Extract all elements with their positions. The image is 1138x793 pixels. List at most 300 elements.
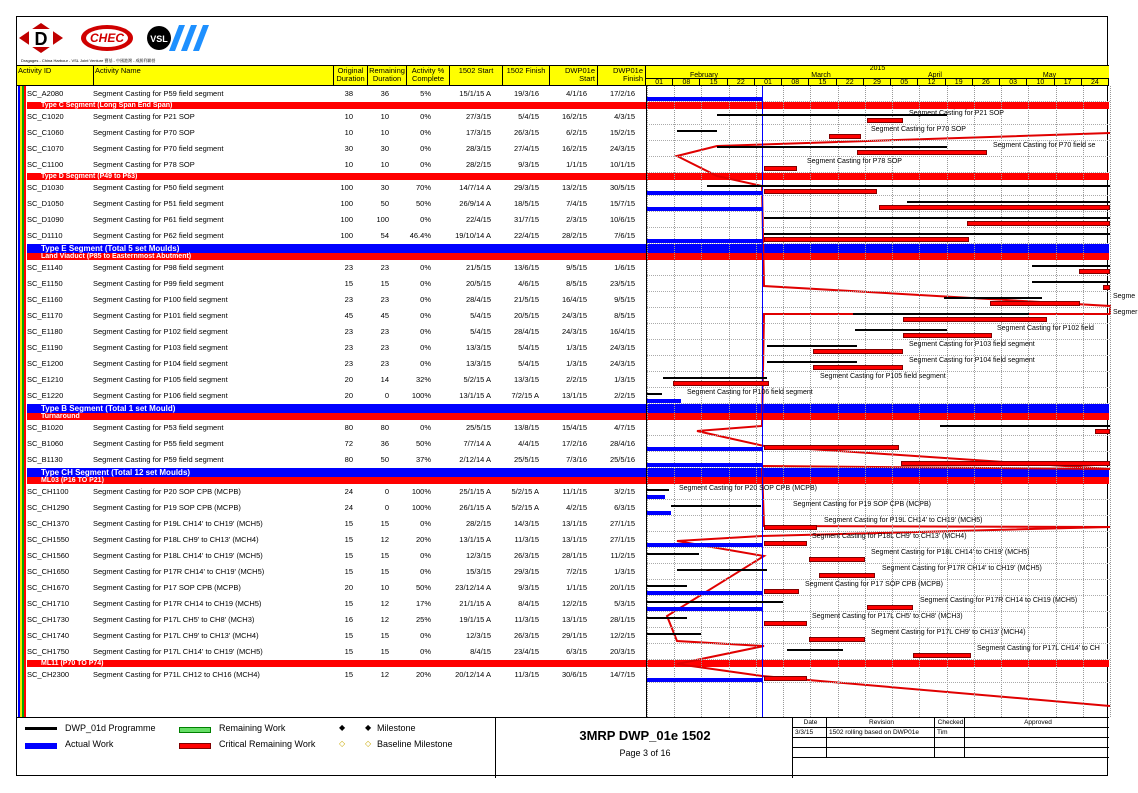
critical-work-bar[interactable] <box>903 333 992 338</box>
activity-id: SC_E1200 <box>27 359 64 368</box>
table-row[interactable] <box>27 260 646 276</box>
legend-critical: Critical Remaining Work <box>219 739 316 749</box>
critical-work-bar[interactable] <box>764 621 807 626</box>
programme-bar[interactable] <box>717 146 947 148</box>
dwp-start: 30/6/15 <box>561 670 587 679</box>
programme-bar[interactable] <box>707 185 1110 187</box>
programme-bar[interactable] <box>647 489 669 491</box>
dwp-finish: 16/4/15 <box>609 327 635 336</box>
original-duration: 20 <box>344 391 353 400</box>
bar-label: Segment Casting for P70 field se <box>993 142 1096 149</box>
finish-date: 9/3/15 <box>518 160 539 169</box>
dwp-finish: 15/2/15 <box>609 128 635 137</box>
programme-bar[interactable] <box>647 585 687 587</box>
programme-bar[interactable] <box>940 425 1110 427</box>
dragages-logo <box>19 23 63 53</box>
bar-label: Segment Casting for P17 SOP CPB (MCPB) <box>805 581 943 588</box>
table-row[interactable] <box>27 86 646 102</box>
milestone-icon-2: ◆ <box>365 723 372 732</box>
remaining-duration: 23 <box>380 327 389 336</box>
legend-remaining: Remaining Work <box>219 723 286 733</box>
activity-name: Segment Casting for P53 field segment <box>93 423 224 432</box>
timescale-day: 05 <box>891 79 918 86</box>
actual-work-bar[interactable] <box>647 543 762 547</box>
remaining-duration: 12 <box>380 670 389 679</box>
table-row[interactable] <box>27 420 646 436</box>
column-header-row <box>17 65 1109 86</box>
percent-complete: 0% <box>420 519 431 528</box>
table-row[interactable] <box>27 580 646 596</box>
dwp-start: 2/2/15 <box>566 375 587 384</box>
critical-work-bar[interactable] <box>764 237 969 242</box>
col-original-duration[interactable]: Original Duration <box>334 66 368 85</box>
dwp-start: 28/2/15 <box>561 231 587 240</box>
original-duration: 15 <box>344 535 353 544</box>
activity-name: Segment Casting for P17L CH14' to CH19' (MCH5) <box>93 647 263 656</box>
programme-bar[interactable] <box>767 345 857 347</box>
table-row[interactable] <box>27 372 646 388</box>
percent-complete: 0% <box>420 295 431 304</box>
finish-date: 13/8/15 <box>513 423 539 432</box>
finish-date: 29/3/15 <box>513 567 539 576</box>
remaining-duration: 10 <box>380 128 389 137</box>
activity-name: Segment Casting for P61 field segment <box>93 215 224 224</box>
dwp-finish: 7/6/15 <box>614 231 635 240</box>
programme-bar[interactable] <box>677 130 717 132</box>
bar-label: Segment Casting for P103 field segment <box>909 341 1035 348</box>
bar-label: Segmer <box>1113 309 1138 316</box>
table-row[interactable] <box>27 667 646 683</box>
title-block <box>495 718 793 778</box>
finish-date: 5/2/15 A <box>511 503 539 512</box>
critical-work-bar[interactable] <box>764 445 899 450</box>
table-row[interactable] <box>27 532 646 548</box>
dwp-start: 7/2/15 <box>566 567 587 576</box>
dwp-finish: 30/5/15 <box>609 183 635 192</box>
original-duration: 15 <box>344 631 353 640</box>
col-remaining-duration[interactable]: Remaining Duration <box>368 66 407 85</box>
remaining-duration: 12 <box>380 615 389 624</box>
activity-id: SC_CH1290 <box>27 503 70 512</box>
original-duration: 30 <box>344 144 353 153</box>
activity-id: SC_E1190 <box>27 343 63 352</box>
rev-header-checked: Checked <box>935 718 965 728</box>
table-row[interactable] <box>27 644 646 660</box>
wbs-band[interactable]: Turnaround <box>27 413 1109 420</box>
critical-work-bar[interactable] <box>813 349 903 354</box>
remaining-duration: 12 <box>380 599 389 608</box>
actual-work-bar[interactable] <box>647 511 671 515</box>
col-finish[interactable]: 1502 Finish <box>503 66 550 85</box>
critical-work-bar[interactable] <box>867 118 903 123</box>
programme-bar[interactable] <box>944 297 1042 299</box>
start-date: 7/7/14 A <box>463 439 491 448</box>
programme-bar[interactable] <box>787 649 843 651</box>
dwp-finish: 24/3/15 <box>609 359 635 368</box>
dwp-start: 6/2/15 <box>566 128 587 137</box>
activity-name: Segment Casting for P105 field segment <box>93 375 228 384</box>
actual-work-bar[interactable] <box>647 463 762 467</box>
critical-work-bar[interactable] <box>967 221 1110 226</box>
dwp-start: 1/3/15 <box>566 343 587 352</box>
programme-bar[interactable] <box>1032 281 1110 283</box>
activity-name: Segment Casting for P17L CH9' to CH13' (MCH4) <box>93 631 259 640</box>
start-date: 21/1/15 A <box>459 599 491 608</box>
start-date: 20/5/15 <box>465 279 491 288</box>
table-row[interactable] <box>27 141 646 157</box>
critical-work-bar[interactable] <box>764 166 797 171</box>
activity-name: Segment Casting for P17L CH5' to CH8' (MCH3) <box>93 615 255 624</box>
table-row[interactable] <box>27 196 646 212</box>
activity-name: Segment Casting for P106 field segment <box>93 391 228 400</box>
critical-work-bar[interactable] <box>819 573 875 578</box>
remaining-duration: 0 <box>384 391 389 400</box>
dwp-finish: 24/3/15 <box>609 144 635 153</box>
start-date: 13/3/15 <box>465 343 491 352</box>
percent-complete: 50% <box>415 199 431 208</box>
percent-complete: 37% <box>415 455 431 464</box>
critical-work-bar[interactable] <box>813 365 903 370</box>
percent-complete: 0% <box>420 631 431 640</box>
critical-work-bar[interactable] <box>764 589 799 594</box>
percent-complete: 0% <box>420 423 431 432</box>
critical-work-bar[interactable] <box>913 653 971 658</box>
programme-bar[interactable] <box>855 329 947 331</box>
activity-name: Segment Casting for P17 SOP CPB (MCPB) <box>93 583 241 592</box>
percent-complete: 0% <box>420 128 431 137</box>
percent-complete: 32% <box>415 375 431 384</box>
remaining-duration: 23 <box>380 295 389 304</box>
original-duration: 10 <box>344 112 353 121</box>
wbs-band[interactable]: Type C Segment (Long Span End Span) <box>27 102 1109 109</box>
dwp-finish: 2/2/15 <box>614 391 635 400</box>
remaining-duration: 12 <box>380 535 389 544</box>
critical-work-bar[interactable] <box>764 541 807 546</box>
activity-id: SC_C1020 <box>27 112 64 121</box>
original-duration: 10 <box>344 160 353 169</box>
dwp-start: 7/3/16 <box>566 455 587 464</box>
actual-work-bar[interactable] <box>647 207 762 211</box>
original-duration: 38 <box>344 89 353 98</box>
actual-work-bar[interactable] <box>647 97 762 101</box>
finish-date: 21/5/15 <box>513 295 539 304</box>
bar-label: Segment Casting for P102 field <box>997 325 1094 332</box>
percent-complete: 0% <box>420 215 431 224</box>
programme-bar[interactable] <box>767 361 857 363</box>
timescale-day: 22 <box>837 79 864 86</box>
remaining-duration: 45 <box>380 311 389 320</box>
table-row[interactable] <box>27 180 646 196</box>
timescale-day: 12 <box>918 79 945 86</box>
activity-id: SC_CH2300 <box>27 670 70 679</box>
svg-text:D: D <box>34 29 48 49</box>
table-row[interactable] <box>27 212 646 228</box>
table-row[interactable] <box>27 276 646 292</box>
dwp-finish: 1/6/15 <box>614 263 635 272</box>
original-duration: 24 <box>344 503 353 512</box>
remaining-duration: 54 <box>380 231 389 240</box>
dwp-finish: 4/3/15 <box>614 112 635 121</box>
original-duration: 15 <box>344 551 353 560</box>
programme-bar[interactable] <box>671 505 761 507</box>
dwp-start: 1/1/15 <box>566 160 587 169</box>
table-row[interactable] <box>27 516 646 532</box>
critical-work-bar[interactable] <box>809 637 865 642</box>
table-row[interactable] <box>27 564 646 580</box>
bar-label: Segment Casting for P78 SOP <box>807 158 902 165</box>
table-row[interactable] <box>27 340 646 356</box>
table-row[interactable] <box>27 436 646 452</box>
start-date: 21/5/15 <box>465 263 491 272</box>
original-duration: 15 <box>344 519 353 528</box>
critical-work-bar[interactable] <box>857 150 987 155</box>
table-row[interactable] <box>27 125 646 141</box>
critical-work-bar[interactable] <box>764 189 877 194</box>
finish-date: 4/6/15 <box>518 279 539 288</box>
dwp-start: 13/1/15 <box>561 519 587 528</box>
original-duration: 15 <box>344 670 353 679</box>
percent-complete: 20% <box>415 535 431 544</box>
baseline-milestone-icon: ◇ <box>339 739 346 748</box>
dwp-finish: 28/4/16 <box>609 439 635 448</box>
table-row[interactable] <box>27 157 646 173</box>
table-row[interactable] <box>27 628 646 644</box>
critical-work-bar[interactable] <box>1095 429 1110 434</box>
critical-work-bar[interactable] <box>764 676 807 681</box>
bar-label: Segment Casting for P19L CH14' to CH19' (MCH5) <box>824 517 983 524</box>
activity-name: Segment Casting for P21 SOP <box>93 112 195 121</box>
dwp-finish: 5/3/15 <box>614 599 635 608</box>
bar-label: Segment Casting for P17L CH5' to CH8' (MCH3) <box>812 613 963 620</box>
start-date: 15/3/15 <box>465 567 491 576</box>
programme-bar[interactable] <box>907 201 1110 203</box>
percent-complete: 17% <box>415 599 431 608</box>
table-row[interactable] <box>27 452 646 468</box>
wbs-band[interactable]: ML03 (P16 TO P21) <box>27 477 1109 484</box>
finish-date: 18/5/15 <box>513 199 539 208</box>
actual-work-bar[interactable] <box>647 678 762 682</box>
bar-label: Segme <box>1113 293 1136 300</box>
col-activity-id[interactable]: Activity ID <box>17 66 94 85</box>
dwp-start: 6/3/15 <box>566 647 587 656</box>
activity-id: SC_CH1650 <box>27 567 70 576</box>
table-row[interactable] <box>27 388 646 404</box>
start-date: 8/4/15 <box>470 647 491 656</box>
actual-work-bar[interactable] <box>647 191 762 195</box>
activity-id: SC_CH1670 <box>27 583 70 592</box>
start-date: 2/12/14 A <box>459 455 491 464</box>
programme-bar[interactable] <box>647 393 662 395</box>
critical-work-bar[interactable] <box>901 461 1110 466</box>
timescale-year: 2015 <box>869 65 886 72</box>
programme-bar[interactable] <box>1032 265 1110 267</box>
bar-label: Segment Casting for P105 field segment <box>820 373 946 380</box>
activity-name: Segment Casting for P70 field segment <box>93 144 224 153</box>
col-dwp-finish[interactable]: DWP01e Finish <box>598 66 646 85</box>
table-row[interactable] <box>27 324 646 340</box>
col-activity-complete[interactable]: Activity % Complete <box>407 66 450 85</box>
actual-work-bar[interactable] <box>647 495 665 499</box>
activity-name: Segment Casting for P17R CH14' to CH19' (MCH5) <box>93 567 265 576</box>
programme-bar[interactable] <box>647 633 701 635</box>
gantt-lines <box>647 86 1110 717</box>
critical-work-bar[interactable] <box>867 605 913 610</box>
percent-complete: 5% <box>420 89 431 98</box>
original-duration: 23 <box>344 327 353 336</box>
timescale-day: 08 <box>673 79 700 86</box>
original-duration: 100 <box>340 215 353 224</box>
table-row[interactable] <box>27 109 646 125</box>
month-march: March <box>762 72 880 79</box>
critical-work-bar[interactable] <box>1079 269 1110 274</box>
dwp-finish: 27/1/15 <box>609 519 635 528</box>
finish-date: 22/4/15 <box>513 231 539 240</box>
percent-complete: 70% <box>415 183 431 192</box>
wbs-band[interactable]: Type E Segment (Total 5 set Moulds) <box>27 244 1109 253</box>
activity-id: SC_CH1550 <box>27 535 70 544</box>
bar-label: Segment Casting for P17R CH14 to CH19 (MCH5) <box>920 597 1078 604</box>
dwp-start: 4/1/16 <box>566 89 587 98</box>
activity-id: SC_E1180 <box>27 327 63 336</box>
finish-date: 5/2/15 A <box>511 487 539 496</box>
col-start[interactable]: 1502 Start <box>450 66 503 85</box>
wbs-band[interactable]: Type D Segment (P49 to P63) <box>27 173 1109 180</box>
remaining-duration: 15 <box>380 647 389 656</box>
actual-work-bar[interactable] <box>647 447 762 451</box>
finish-date: 28/4/15 <box>513 327 539 336</box>
bar-label: Segment Casting for P106 field segment <box>687 389 813 396</box>
gantt-chart <box>646 86 1138 717</box>
programme-bar[interactable] <box>764 233 1110 235</box>
critical-work-bar[interactable] <box>1103 285 1110 290</box>
table-row[interactable] <box>27 500 646 516</box>
start-date: 12/3/15 <box>465 551 491 560</box>
activity-id: SC_D1090 <box>27 215 64 224</box>
actual-work-bar[interactable] <box>647 239 762 243</box>
timescale-day: 15 <box>700 79 727 86</box>
programme-bar[interactable] <box>663 377 767 379</box>
col-dwp-start[interactable]: DWP01e Start <box>550 66 598 85</box>
table-row[interactable] <box>27 548 646 564</box>
remaining-duration: 15 <box>380 631 389 640</box>
company-logos <box>17 19 317 65</box>
original-duration: 80 <box>344 455 353 464</box>
critical-work-bar[interactable] <box>829 134 861 139</box>
remaining-duration: 50 <box>380 199 389 208</box>
timescale-day: 01 <box>646 79 673 86</box>
timescale-day: 22 <box>728 79 755 86</box>
actual-work-bar[interactable] <box>647 607 762 611</box>
percent-complete: 0% <box>420 160 431 169</box>
start-date: 22/4/15 <box>465 215 491 224</box>
remaining-duration: 0 <box>384 487 389 496</box>
percent-complete: 0% <box>420 144 431 153</box>
start-date: 5/4/15 <box>470 327 491 336</box>
table-row[interactable] <box>27 356 646 372</box>
table-row[interactable] <box>27 228 646 244</box>
remaining-duration: 10 <box>380 583 389 592</box>
activity-id: SC_C1070 <box>27 144 64 153</box>
col-activity-name[interactable]: Activity Name <box>94 66 334 85</box>
programme-bar[interactable] <box>764 217 1110 219</box>
original-duration: 15 <box>344 647 353 656</box>
table-row[interactable] <box>27 612 646 628</box>
remaining-duration: 100 <box>376 215 389 224</box>
finish-date: 27/4/15 <box>513 144 539 153</box>
bar-label: Segment Casting for P17L CH9' to CH13' (MCH4) <box>871 629 1026 636</box>
dwp-start: 16/4/15 <box>561 295 587 304</box>
activity-name: Segment Casting for P50 field segment <box>93 183 224 192</box>
wbs-band[interactable]: Type B Segment (Total 1 set Mould) <box>27 404 1109 413</box>
actual-work-bar[interactable] <box>647 399 681 403</box>
dwp-start: 1/3/15 <box>566 359 587 368</box>
programme-bar[interactable] <box>647 553 699 555</box>
original-duration: 15 <box>344 279 353 288</box>
dwp-finish: 1/3/15 <box>614 567 635 576</box>
critical-work-bar[interactable] <box>990 301 1080 306</box>
finish-date: 11/3/15 <box>514 670 539 679</box>
activity-name: Segment Casting for P59 field segment <box>93 455 224 464</box>
rev-header-date: Date <box>793 718 827 728</box>
dwp-start: 4/2/15 <box>566 503 587 512</box>
activity-name: Segment Casting for P62 field segment <box>93 231 224 240</box>
bar-label: Segment Casting for P17R CH14' to CH19' (MCH5) <box>882 565 1042 572</box>
wbs-band[interactable]: Land Viaduct (P85 to Easternmost Abutment) <box>27 253 1109 260</box>
rev-checked: Tim <box>935 728 965 738</box>
finish-date: 7/2/15 A <box>511 391 539 400</box>
percent-complete: 25% <box>415 615 431 624</box>
programme-bar[interactable] <box>647 617 687 619</box>
activity-name: Segment Casting for P98 field segment <box>93 263 224 272</box>
critical-work-bar[interactable] <box>764 525 817 530</box>
programme-bar[interactable] <box>853 313 1029 315</box>
table-row[interactable] <box>27 292 646 308</box>
actual-work-bar[interactable] <box>647 591 762 595</box>
activity-id: SC_E1150 <box>27 279 63 288</box>
rev-date: 3/3/15 <box>793 728 827 738</box>
activity-id: SC_E1160 <box>27 295 63 304</box>
remaining-duration: 50 <box>380 455 389 464</box>
table-row[interactable] <box>27 308 646 324</box>
critical-work-bar[interactable] <box>809 557 865 562</box>
dwp-finish: 14/7/15 <box>609 670 635 679</box>
critical-work-bar[interactable] <box>879 205 1110 210</box>
remaining-duration: 36 <box>380 439 389 448</box>
finish-date: 20/5/15 <box>513 311 539 320</box>
programme-bar[interactable] <box>647 601 783 603</box>
activity-id: SC_CH1710 <box>27 599 70 608</box>
remaining-duration: 23 <box>380 263 389 272</box>
original-duration: 10 <box>344 128 353 137</box>
activity-id: SC_B1020 <box>27 423 64 432</box>
table-row[interactable] <box>27 596 646 612</box>
dwp-start: 11/1/15 <box>562 487 587 496</box>
finish-date: 5/4/15 <box>518 343 539 352</box>
dwp-start: 9/5/15 <box>566 263 587 272</box>
critical-work-bar[interactable] <box>903 317 1047 322</box>
percent-complete: 0% <box>420 327 431 336</box>
table-row[interactable] <box>27 484 646 500</box>
remaining-duration: 0 <box>384 503 389 512</box>
percent-complete: 0% <box>420 567 431 576</box>
critical-work-bar[interactable] <box>673 381 769 386</box>
activity-id: SC_A2080 <box>27 89 64 98</box>
programme-bar[interactable] <box>677 569 767 571</box>
wbs-band[interactable]: ML11 (P70 TO P74) <box>27 660 1109 667</box>
dwp-start: 8/5/15 <box>566 279 587 288</box>
finish-date: 9/3/15 <box>518 583 539 592</box>
wbs-band[interactable]: Type CH Segment (Total 12 set Moulds) <box>27 468 1109 477</box>
